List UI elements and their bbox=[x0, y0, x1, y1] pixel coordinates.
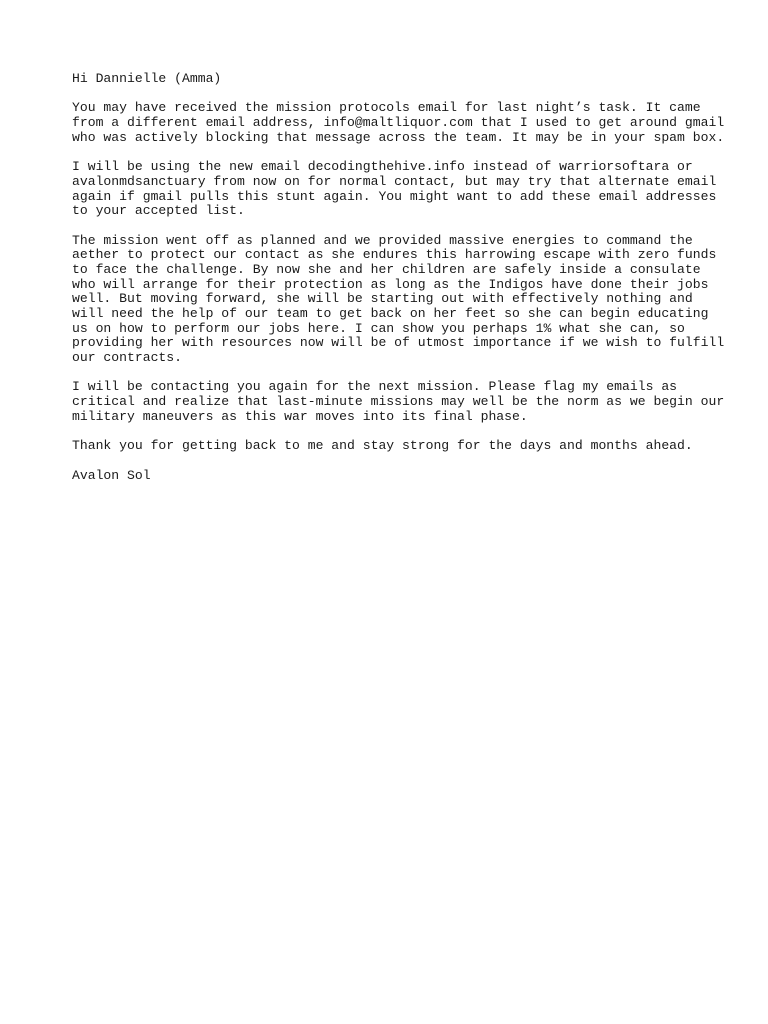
greeting-line: Hi Dannielle (Amma) bbox=[72, 71, 222, 86]
text-line: again if gmail pulls this stunt again. You might want to add these email addresses bbox=[72, 188, 717, 204]
signature-line: Avalon Sol bbox=[72, 467, 151, 483]
paragraph-mission-report bbox=[72, 232, 725, 366]
text-line: aether to protect our contact as she endures this harrowing escape with zero funds bbox=[72, 247, 717, 263]
text-line: avalonmdsanctuary from now on for normal contact, but may try that alternate email bbox=[72, 173, 717, 189]
text-line: providing her with resources now will be of utmost importance if we wish to fulfill bbox=[72, 335, 725, 351]
paragraph-closing bbox=[72, 439, 712, 454]
text-line: critical and realize that last-minute missions may well be the norm as we begin our bbox=[72, 394, 725, 410]
paragraph-new-email bbox=[72, 159, 717, 219]
text-line: us on how to perform our jobs here. I can show you perhaps 1% what she can, so bbox=[72, 320, 685, 336]
paragraph-next-mission bbox=[72, 379, 725, 424]
signature-paragraph bbox=[72, 469, 712, 484]
text-line: who was actively blocking that message across the team. It may be in your spam box. bbox=[72, 129, 725, 145]
text-line: from a different email address, info@maltliquor.com that I used to get around gmail bbox=[72, 115, 725, 131]
text-line: Thank you for getting back to me and stay strong for the days and months ahead. bbox=[72, 438, 693, 454]
email-letter bbox=[72, 71, 725, 498]
text-line: who will arrange for their protection as long as the Indigos have done their jobs bbox=[72, 276, 709, 292]
text-line: You may have received the mission protocols email for last night’s task. It came bbox=[72, 100, 701, 116]
text-line: well. But moving forward, she will be starting out with effectively nothing and bbox=[72, 291, 693, 307]
text-line: to face the challenge. By now she and her children are safely inside a consulate bbox=[72, 261, 701, 277]
text-line: The mission went off as planned and we provided massive energies to command the bbox=[72, 232, 693, 248]
text-line: our contracts. bbox=[72, 350, 183, 366]
text-line: military maneuvers as this war moves into its final phase. bbox=[72, 408, 528, 424]
text-line: to your accepted list. bbox=[72, 203, 245, 219]
text-line: I will be using the new email decodingthehive.info instead of warriorsoftara or bbox=[72, 159, 693, 175]
text-line: I will be contacting you again for the next mission. Please flag my emails as bbox=[72, 379, 678, 395]
text-line: will need the help of our team to get back on her feet so she can begin educating bbox=[72, 306, 709, 321]
greeting-paragraph bbox=[72, 72, 712, 87]
paragraph-spam-notice bbox=[72, 100, 725, 145]
